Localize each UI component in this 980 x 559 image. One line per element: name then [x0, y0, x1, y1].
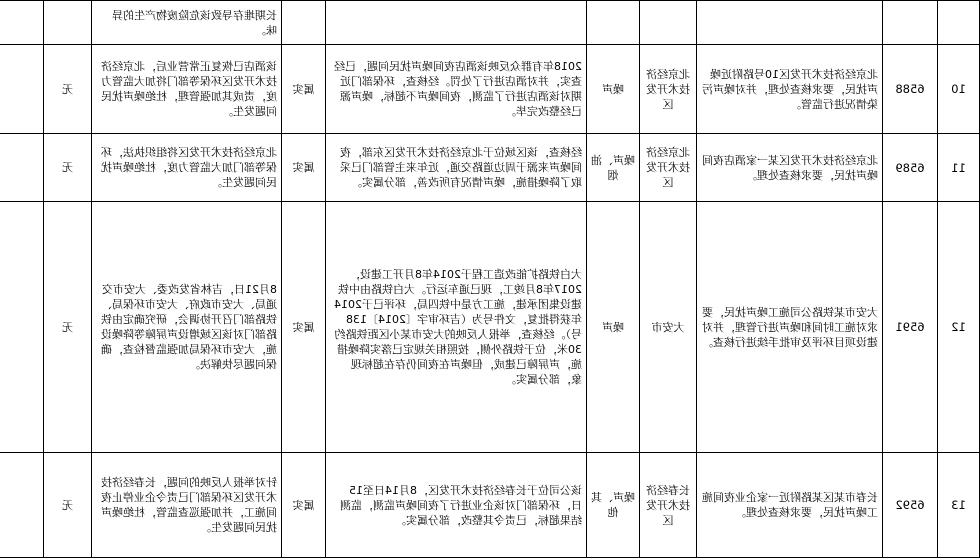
type-cell: 噪声、其他 — [587, 453, 640, 558]
accountability-cell: 无 — [44, 134, 92, 202]
verdict-cell: 属实 — [282, 453, 326, 558]
district-cell: 大安市 — [640, 202, 697, 453]
table-row — [0, 45, 980, 134]
content-cell: 大安市某铁路公司施工噪声扰民，要求对施工时间和噪声进行管理，并对建设项目环评及审批手续进行核查。 — [697, 202, 883, 453]
verdict-cell: 属实 — [282, 45, 326, 134]
seq-cell: 11 — [938, 134, 980, 202]
case-no-cell: 6591 — [883, 202, 938, 453]
case-no-cell: 6589 — [883, 134, 938, 202]
result-cell: 该公司位于长春经济技术开发区，8月14日至15日，环保部门对该企业进行了夜间噪声监测，监测结果超标，已责令其整改，部分属实。 — [326, 453, 587, 558]
seq-cell: 12 — [938, 202, 980, 453]
type-cell: 噪声、油烟 — [587, 134, 640, 202]
table-row — [0, 453, 980, 558]
result-cell: 经核查，该区域位于北京经济技术开发区东部，夜间噪声来源于周边道路交通，近年来主管部门已采取了降噪措施，噪声情况有所改善，部分属实。 — [326, 134, 587, 202]
verdict-cell: 属实 — [282, 134, 326, 202]
accountability-cell: 无 — [44, 453, 92, 558]
measures-cell: 8月21日，吉林省发改委、大安市交通局、大安市政府、大安市环保局、铁路部门召开协调会，研究确定由铁路部门对该区域增设声屏障等降噪设施，大安市环保局加强监督检查，确保问题尽快解决。 — [92, 202, 282, 453]
result-cell: 2018年有群众反映该酒店夜间噪声扰民问题，已经查实，并对酒店进行了处罚。经核查，环保部门近期对该酒店进行了监测，夜间噪声不超标，噪声源已经整改完毕。 — [326, 45, 587, 134]
measures-cell: 长期堆存导致该危险废物产生的异味。 — [92, 1, 282, 45]
table-row — [0, 1, 980, 45]
type-cell: 噪声 — [587, 45, 640, 134]
table-row — [0, 134, 980, 202]
content-cell: 长春市某区某路附近一家企业夜间施工噪声扰民，要求核查处理。 — [697, 453, 883, 558]
accountability-cell: 无 — [44, 202, 92, 453]
measures-cell: 北京经济技术开发区将组织执法，环保等部门加大监管力度，杜绝噪声扰民问题发生。 — [92, 134, 282, 202]
case-no-cell: 6588 — [883, 45, 938, 134]
content-cell: 北京经济技术开发区10号路附近噪声扰民，要求核查处理，并对噪声污染情况进行监管。 — [697, 45, 883, 134]
district-cell: 北京经济技术开发区 — [640, 45, 697, 134]
result-cell: 大白铁路扩能改造工程于2014年8月开工建设，2017年8月竣工，现已通车运行。大白铁路由中铁建设集团承建，施工方是中铁四局，环评已于2014年获得批复，文件号为（吉环审字〔2014〕138号）。经核查，举报人反映的大安市某小区距铁路约30米，位于铁路外侧，按照相关规定已落实降噪措施，声屏障已建成，但噪声在夜间仍存在超标现象，部分属实。 — [326, 202, 587, 453]
accountability-cell: 无 — [44, 45, 92, 134]
district-cell: 长春经济技术开发区 — [640, 453, 697, 558]
verdict-cell: 属实 — [282, 202, 326, 453]
table-row — [0, 202, 980, 453]
district-cell: 北京经济技术开发区 — [640, 134, 697, 202]
measures-cell: 针对举报人反映的问题，长春经济技术开发区环保部门已责令企业停止夜间施工，并加强巡查监管，杜绝噪声扰民问题发生。 — [92, 453, 282, 558]
seq-cell: 13 — [938, 453, 980, 558]
type-cell: 噪声 — [587, 202, 640, 453]
measures-cell: 该酒店已恢复正常营业后，北京经济技术开发区环保等部门将加大监管力度，责成其加强管理，杜绝噪声扰民问题发生。 — [92, 45, 282, 134]
content-cell: 北京经济技术开发区某一家酒店夜间噪声扰民，要求核查处理。 — [697, 134, 883, 202]
seq-cell: 10 — [938, 45, 980, 134]
case-no-cell: 6592 — [883, 453, 938, 558]
